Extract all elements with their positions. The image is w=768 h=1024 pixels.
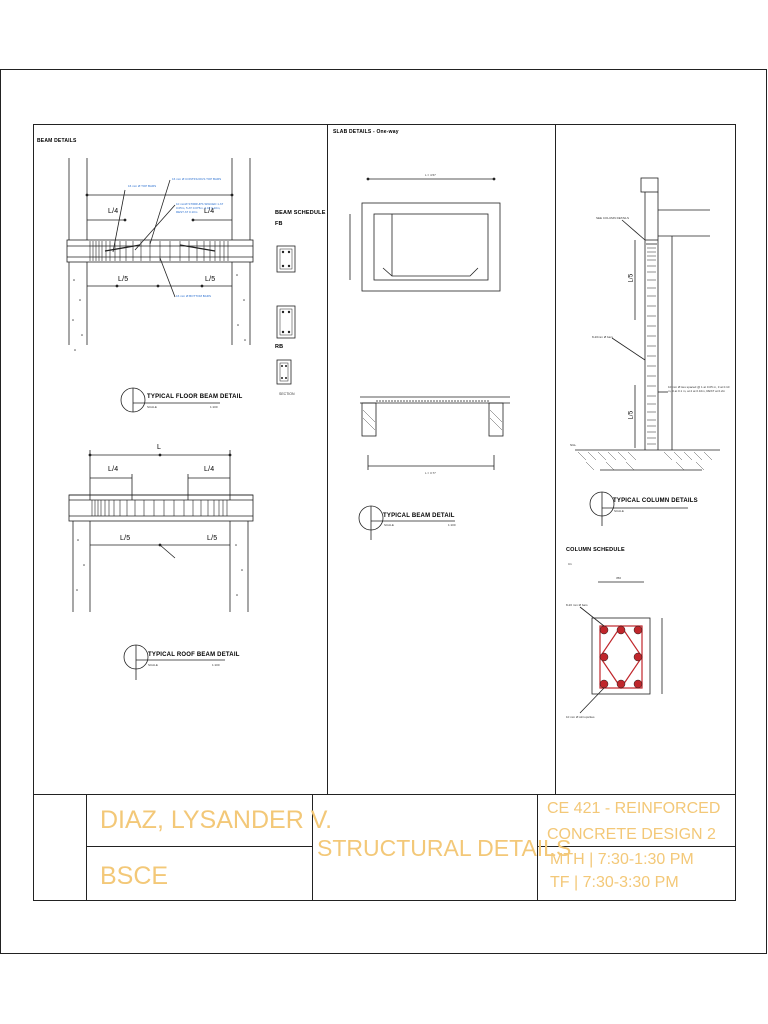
roof-beam-title: TYPICAL ROOF BEAM DETAIL xyxy=(148,652,240,658)
roof-l5-left: L/5 xyxy=(120,535,131,542)
roof-scale-value: 1:100 xyxy=(212,663,220,667)
schedule-line-2: TF | 7:30-3:30 PM xyxy=(550,874,679,891)
beam-scale-value: 1:100 xyxy=(448,523,456,527)
floor-l5-left: L/5 xyxy=(118,276,129,283)
column-ties-note-2: 10 mm Ø stirrups/ties xyxy=(566,715,595,719)
see-column-note: SEE COLUMN DETAILS xyxy=(596,216,629,220)
bottom-bars-note: 16 mm Ø BOTTOM BARS xyxy=(176,294,211,298)
roof-l: L xyxy=(157,444,162,451)
schedule-line-1: MTH | 7:30-1:30 PM xyxy=(550,851,694,868)
rb-label: RB xyxy=(275,344,284,350)
fb-label: FB xyxy=(275,221,283,227)
slab-length: L = 4.57 xyxy=(425,173,436,177)
beam-title: TYPICAL BEAM DETAIL xyxy=(383,513,455,519)
roof-scale-label: SCALE xyxy=(148,663,158,667)
beam-schedule-heading: BEAM SCHEDULE xyxy=(275,210,326,216)
ngl-label: NGL xyxy=(570,443,577,447)
roof-l4-left: L/4 xyxy=(108,466,119,473)
beam-length: L = 3.77 xyxy=(425,471,436,475)
roof-l5-right: L/5 xyxy=(207,535,218,542)
floor-beam-title: TYPICAL FLOOR BEAM DETAIL xyxy=(147,394,243,400)
slab-details-heading: SLAB DETAILS - One-way xyxy=(333,129,399,135)
column-bars-note-2: 8-20 mm Ø bars xyxy=(566,603,588,607)
top-bars-note: 16 mm Ø TOP BARS xyxy=(128,184,157,188)
course-line-2: CONCRETE DESIGN 2 xyxy=(547,826,716,843)
stirrups-note: 10 mmØ STIRRUPS SPACED 1 AT 0.05m, 5 AT 0.075m, 3 AT 0.10m, REST AT 0.10m xyxy=(176,202,224,214)
program: BSCE xyxy=(100,862,169,890)
floor-l4-left: L/4 xyxy=(108,208,119,215)
roof-l4-right: L/4 xyxy=(204,466,215,473)
column-scale-label: SCALE xyxy=(614,509,624,513)
drawing-title: STRUCTURAL DETAILS xyxy=(317,835,572,861)
continuous-top-note: 16 mm Ø CONTINUOUS TOP BARS xyxy=(172,177,222,181)
student-name: DIAZ, LYSANDER V. xyxy=(100,806,333,834)
column-l5-bottom: L/5 xyxy=(628,410,635,420)
column-title: TYPICAL COLUMN DETAILS xyxy=(613,498,698,504)
beam-details-heading: BEAM DETAILS xyxy=(37,138,77,144)
course-line-1: CE 421 - REINFORCED xyxy=(547,800,721,817)
floor-scale-label: SCALE xyxy=(147,405,157,409)
column-c1-label: C1 xyxy=(568,562,572,566)
column-l5-top: L/5 xyxy=(628,273,635,283)
column-ties-note: 10 mm Ø ties spaced @ 1 at 0.05 m, 3 at 0.10 m, 3 at 0.1 m, at 2 at 0.10m, REST at 0.2m xyxy=(668,385,730,393)
column-bars-note: 8-20mm Ø bars xyxy=(592,335,613,339)
floor-l5-right: L/5 xyxy=(205,276,216,283)
floor-l4-right: L/4 xyxy=(204,208,215,215)
column-dim: 350 xyxy=(616,576,622,580)
column-schedule-heading: COLUMN SCHEDULE xyxy=(566,547,625,553)
beam-scale-label: SCALE xyxy=(384,523,394,527)
floor-scale-value: 1:100 xyxy=(210,405,218,409)
section-label: SECTION xyxy=(279,392,295,396)
